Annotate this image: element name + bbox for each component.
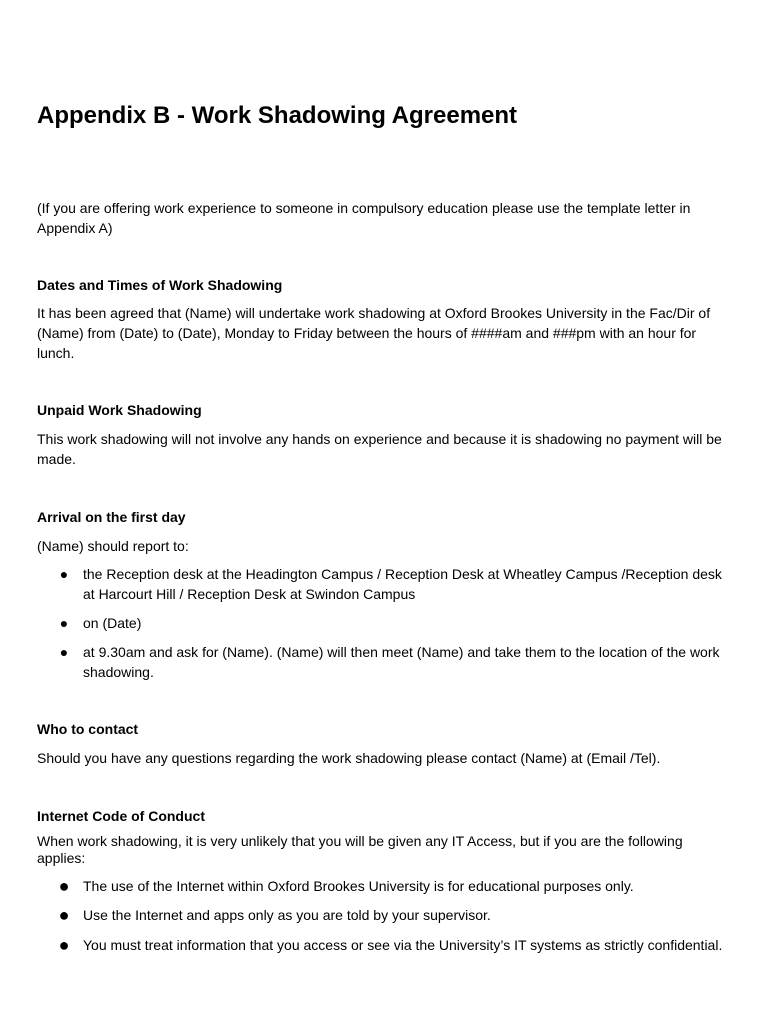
- section-heading-internet: Internet Code of Conduct: [37, 808, 205, 824]
- list-item: [57, 905, 733, 925]
- list-item-text: Use the Internet and apps only as you are told by your supervisor.: [83, 907, 491, 923]
- section-body-internet: When work shadowing, it is very unlikely that you will be given any IT Access, but if you are the following applies:: [37, 833, 683, 866]
- list-item-text: The use of the Internet within Oxford Brookes University is for educational purposes only.: [83, 878, 634, 894]
- bullet-icon: ●: [58, 876, 70, 896]
- list-item: [57, 935, 733, 955]
- bullet-icon: ●: [58, 935, 70, 955]
- section-body-dates: It has been agreed that (Name) will undertake work shadowing at Oxford Brookes University in the Fac/Dir of (Name) from (Date) to (Date), Monday to Friday between the hours of ####am and ###pm with an hour for lunch.: [37, 305, 711, 361]
- list-item-text: the Reception desk at the Headington Campus / Reception Desk at Wheatley Campus /Reception desk at Harcourt Hill / Reception Desk at Swindon Campus: [83, 566, 722, 602]
- section-body-arrival: (Name) should report to:: [37, 538, 189, 554]
- list-item: [57, 564, 733, 604]
- section-heading-dates: Dates and Times of Work Shadowing: [37, 277, 283, 293]
- list-item: [57, 642, 733, 682]
- bullet-icon: ●: [59, 615, 69, 631]
- section-body-unpaid: This work shadowing will not involve any hands on experience and because it is shadowing no payment will be made.: [37, 431, 722, 467]
- list-item-text: on (Date): [83, 615, 142, 631]
- section-heading-contact: Who to contact: [37, 721, 139, 737]
- list-item: [57, 876, 733, 896]
- list-item: [57, 613, 733, 633]
- bullet-icon: ●: [59, 644, 69, 660]
- section-heading-unpaid: Unpaid Work Shadowing: [37, 402, 202, 418]
- intro-paragraph: (If you are offering work experience to someone in compulsory education please use the template letter in Appendix A): [37, 200, 691, 236]
- bullet-icon: ●: [58, 905, 70, 925]
- list-item-text: You must treat information that you access or see via the University’s IT systems as strictly confidential.: [83, 937, 723, 953]
- bullet-icon: ●: [59, 566, 69, 582]
- section-heading-arrival: Arrival on the first day: [37, 509, 186, 525]
- section-body-contact: Should you have any questions regarding the work shadowing please contact (Name) at (Email /Tel).: [37, 750, 661, 766]
- list-item-text: at 9.30am and ask for (Name). (Name) will then meet (Name) and take them to the location of the work shadowing.: [83, 644, 720, 680]
- page-title: Appendix B - Work Shadowing Agreement: [37, 102, 518, 129]
